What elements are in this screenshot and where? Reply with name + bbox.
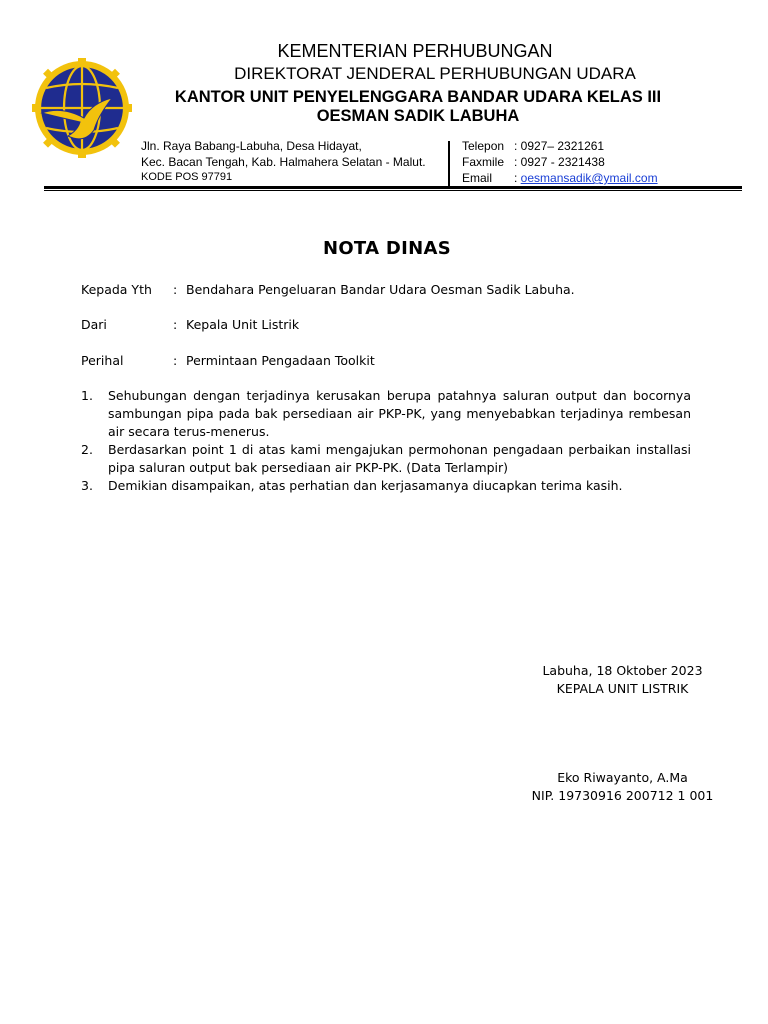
field-subject-label: Perihal [81,353,124,368]
memo-points [81,387,691,495]
point-text: Berdasarkan point 1 di atas kami mengajukan permohonan pengadaan perbaikan installasi pipa saluran output bak persediaan air PKP-PK. (Data Terlampir) [108,442,691,475]
list-item [81,441,691,477]
contact-phone-value: : 0927– 2321261 [514,139,605,153]
field-sender-label: Dari [81,317,107,332]
memo-title: NOTA DINAS [322,238,452,259]
contact-phone-label: Telepon [462,139,505,153]
point-number: 2. [81,442,93,457]
header-divider-vertical [448,141,450,186]
point-number: 3. [81,478,93,493]
point-text: Sehubungan dengan terjadinya kerusakan berupa patahnya saluran output dan bocornya sambungan pipa pada bak persediaan air PKP-PK, yang menyebabkan terjadinya rembesan air secara terus-menerus. [108,388,691,439]
header-rule-thick [44,186,742,189]
address-line1: Jln. Raya Babang-Labuha, Desa Hidayat, [141,139,362,153]
ministry-logo [32,58,132,158]
header-rule-thin [44,190,742,191]
field-subject-colon: : [173,353,178,368]
signature-place-date: Labuha, 18 Oktober 2023 [542,663,703,678]
signature-name: Eko Riwayanto, A.Ma [557,770,688,785]
signature-nip: NIP. 19730916 200712 1 001 [531,788,714,803]
list-item [81,477,691,495]
list-item [81,387,691,441]
point-number: 1. [81,388,93,403]
field-sender-value: Kepala Unit Listrik [186,317,300,332]
address-postcode: KODE POS 97791 [141,171,233,183]
field-subject-value: Permintaan Pengadaan Toolkit [186,353,375,368]
field-recipient-label: Kepada Yth [81,282,152,297]
contact-email-separator: : [514,171,521,185]
signature-position: KEPALA UNIT LISTRIK [556,681,689,696]
address-line2: Kec. Bacan Tengah, Kab. Halmahera Selatan - Malut. [141,155,426,169]
field-recipient-value: Bendahara Pengeluaran Bandar Udara Oesman Sadik Labuha. [186,282,575,297]
office-name-line2: OESMAN SADIK LABUHA [316,107,520,125]
contact-email-label: Email [462,171,493,185]
contact-email [514,171,658,185]
office-name-line1: KANTOR UNIT PENYELENGGARA BANDAR UDARA KELAS III [174,88,662,106]
ministry-name: KEMENTERIAN PERHUBUNGAN [277,41,553,61]
field-sender-colon: : [173,317,178,332]
contact-fax-value: : 0927 - 2321438 [514,155,605,169]
point-text: Demikian disampaikan, atas perhatian dan kerjasamanya diucapkan terima kasih. [108,478,623,493]
email-link[interactable]: oesmansadik@ymail.com [520,171,658,185]
directorate-name: DIREKTORAT JENDERAL PERHUBUNGAN UDARA [234,64,636,83]
contact-fax-label: Faxmile [462,155,505,169]
field-recipient-colon: : [173,282,178,297]
